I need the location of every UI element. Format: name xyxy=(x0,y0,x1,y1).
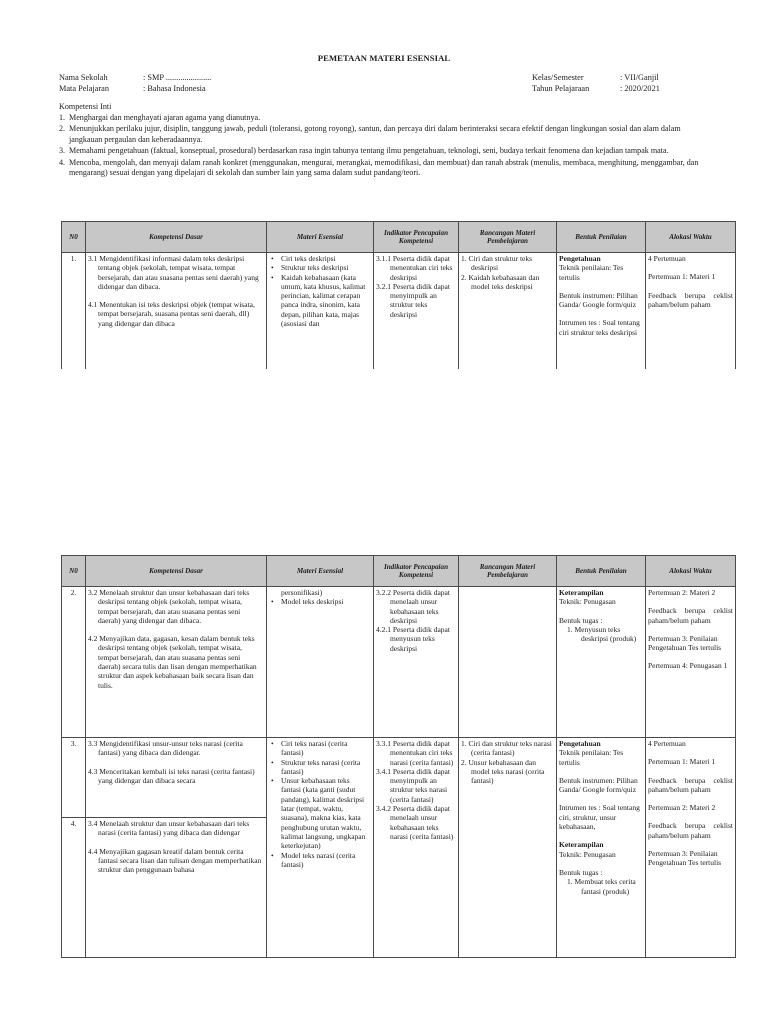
alokasi-feedback: Feedback berupa ceklist paham/belum paham xyxy=(648,606,733,625)
kd-item: 3.3 Mengidentifikasi unsur-unsur teks narasi (cerita fantasi) yang dibaca dan didengar. xyxy=(88,739,243,758)
ipk-item: 3.4.2 Peserta didik dapat menelaah unsur kebahasaan teks narasi (cerita fantasi) xyxy=(376,804,454,841)
table-row xyxy=(62,253,736,369)
header-penilaian: Bentuk Penilaian xyxy=(557,556,646,587)
kd-item: 4.4 Menyajikan gagasan kreatif dalam bentuk cerita fantasi secara lisan dan tulisan dengan memperhatikan struktur dan penggunaan bahasa xyxy=(88,846,262,875)
penilaian-item: 1. Menyusun teks deskripsi (produk) xyxy=(567,624,637,644)
table-header-row xyxy=(62,222,736,253)
alokasi-head: 4 Pertemuan xyxy=(648,254,686,263)
kd-cell xyxy=(86,738,267,818)
penilaian-head: Keterampilan xyxy=(559,588,604,597)
materi-cell xyxy=(267,587,374,738)
ipk-item: 3.2.1 Peserta didik dapat menyimpulk an struktur teks deskripsi xyxy=(376,281,450,319)
header-rancangan: Rancangan Materi Pembelajaran xyxy=(459,556,557,587)
penilaian-head: Keterampilan xyxy=(559,840,604,850)
meta-label: Mata Pelajaran xyxy=(59,84,109,93)
meta-value: : Bahasa Indonesia xyxy=(143,84,206,93)
alokasi-head: 4 Pertemuan xyxy=(648,739,686,748)
penilaian-bentuk: Bentuk instrumen: Pilihan Ganda/ Google form/quiz xyxy=(559,290,638,310)
kd-cell xyxy=(86,818,267,958)
ki-text: Menghargai dan menghayati ajaran agama yang dianutnya. xyxy=(69,112,261,122)
alokasi-cell xyxy=(646,738,736,958)
row-number: 4. xyxy=(62,818,86,958)
ki-number: 4. xyxy=(59,157,66,167)
ki-item xyxy=(59,146,709,157)
ki-number: 2. xyxy=(59,124,66,133)
rancangan-item: 1. Ciri dan struktur teks deskripsi xyxy=(461,254,533,273)
meta-row-year xyxy=(532,83,660,94)
penilaian-item: 1. Membuat teks cerita fantasi (produk) xyxy=(567,877,636,896)
rancangan-item: 1. Ciri dan struktur teks narasi (cerita fantasi) xyxy=(461,739,552,758)
meta-left xyxy=(59,72,211,94)
ki-heading: Kompetensi Inti xyxy=(59,102,112,111)
alokasi-pertemuan: Pertemuan 1: Materi 1 xyxy=(648,272,716,282)
row-number: 1. xyxy=(62,253,86,369)
penilaian-teknik: Teknik penilaian: Tes tertulis xyxy=(559,748,624,767)
penilaian-cell xyxy=(557,587,646,738)
ki-item xyxy=(59,113,709,124)
rancangan-cell xyxy=(459,587,557,738)
kd-cell xyxy=(86,587,267,738)
header-rancangan: Rancangan Materi Pembelajaran xyxy=(459,222,557,253)
alokasi-cell xyxy=(646,253,736,369)
ipk-item: 3.3.1 Peserta didik dapat menentukan ciri teks narasi (cerita fantasi) xyxy=(376,739,454,767)
penilaian-teknik: Teknik: Penugasan xyxy=(559,597,616,607)
alokasi-cell xyxy=(646,587,736,738)
alokasi-feedback: Feedback berupa ceklist paham/belum paham xyxy=(648,821,733,840)
kd-cell xyxy=(86,253,267,369)
header-kd: Kompetensi Dasar xyxy=(86,222,267,253)
penilaian-teknik: Teknik penilaian: Tes tertulis xyxy=(559,263,624,282)
meta-label: Tahun Pelajaraan xyxy=(532,84,590,93)
table-header-row xyxy=(62,556,736,587)
ipk-cell xyxy=(374,738,459,958)
ipk-item: 3.4.1 Peserta didik dapat menyimpulk an struktur teks narasi (cerita fantasi) xyxy=(376,766,450,804)
materi-cell xyxy=(267,253,374,369)
penilaian-teknik: Teknik: Penugasan xyxy=(559,849,616,859)
materi-item: • Model teks deskripsi xyxy=(269,597,371,606)
kd-item: 4.1 Menentukan isi teks deskripsi objek (tempat wisata, tempat bersejarah, suasana pentas seni daerah, dll) yang didengar dan dibaca xyxy=(88,300,255,328)
ki-text: Mencoba, mengolah, dan menyaji dalam ranah konkret (menggunakan, mengurai, merangkai, memodifikasi, dan membuat) dan ranah abstrak (menulis, membaca, menghitung, menggambar, dan mengarang) sesuai dengan yang dipelajari di sekolah dan sumber lain yang sama dalam sudut pandang/teori. xyxy=(69,157,699,177)
alokasi-pertemuan: Pertemuan 4: Penugasan 1 xyxy=(648,661,728,671)
rancangan-cell xyxy=(459,738,557,958)
ki-text: Memahami pengetahuan (faktual, konseptual, prosedural) berdasarkan rasa ingin tahunya tentang ilmu pengetahuan, teknologi, seni, budaya terkait fenomena dan kejadian tampak mata. xyxy=(69,146,669,155)
materi-item: • Ciri teks narasi (cerita fantasi) xyxy=(269,739,371,758)
ki-number: 3. xyxy=(59,146,66,155)
penilaian-head: Pengetahuan xyxy=(559,254,601,263)
rancangan-cell xyxy=(459,253,557,369)
meta-row-subject xyxy=(59,83,211,94)
materi-item: • Struktur teks narasi (cerita fantasi) xyxy=(269,758,371,777)
alokasi-pertemuan: Pertemuan 2: Materi 2 xyxy=(648,803,716,813)
meta-value: : 2020/2021 xyxy=(620,84,660,93)
page-title: PEMETAAN MATERI ESENSIAL xyxy=(317,53,451,63)
meta-row-school xyxy=(59,72,211,83)
header-no: N0 xyxy=(62,556,86,587)
penilaian-instrumen: Intrumen tes : Soal tentang ciri struktur teks deskripsi xyxy=(559,318,640,337)
header-materi: Materi Esensial xyxy=(267,222,374,253)
materi-item: • Kaidah kebahasaan (kata umum, kata khusus, kalimat perincian, kalimat cerapan panca indra, sinonim, kata depan, pilihan kata, majas (asosiasi dan xyxy=(269,273,371,329)
materi-item: • Struktur teks deskripsi xyxy=(269,263,371,272)
ipk-item: 3.2.2 Peserta didik dapat menelaah unsur kebahasaan teks deskripsi xyxy=(376,588,450,625)
row-number: 2. xyxy=(62,587,86,738)
meta-label: Nama Sekolah xyxy=(59,73,108,82)
header-alokasi: Alokasi Waktu xyxy=(646,556,736,587)
ki-item xyxy=(59,124,709,145)
ipk-cell xyxy=(374,587,459,738)
penilaian-bentuk: Bentuk instrumen: Pilihan Ganda/ Google form/quiz xyxy=(559,775,638,795)
meta-label: Kelas/Semester xyxy=(532,73,584,82)
table-row xyxy=(62,738,736,818)
header-materi: Materi Esensial xyxy=(267,556,374,587)
materi-continued: personifikasi) xyxy=(281,588,323,597)
alokasi-pertemuan: Pertemuan 3: Penilaian Pengetahuan Tes tertulis xyxy=(648,849,722,868)
penilaian-head: Pengetahuan xyxy=(559,739,601,748)
meta-row-class xyxy=(532,72,660,83)
kd-item: 3.2 Menelaah struktur dan unsur kebahasaan dari teks deskripsi tentang objek (sekolah, tempat wisata, tempat bersejarah, dan atau suasana pentas seni daerah) yang didengar dan dibaca. xyxy=(88,588,250,625)
mapping-table-page1 xyxy=(61,221,736,369)
header-no: N0 xyxy=(62,222,86,253)
kd-item: 4.3 Menceritakan kembali isi teks narasi (cerita fantasi) yang didengar dan dibaca secara xyxy=(88,766,255,785)
row-number: 3. xyxy=(62,738,86,818)
penilaian-bentuk: Bentuk tugas : xyxy=(559,867,603,877)
kd-item: 3.4 Menelaah struktur dan unsur kebahasaan dari teks narasi (cerita fantasi) yang dibaca dan didengar xyxy=(88,819,250,838)
ipk-item: 4.2.1 Peserta didik dapat menyusun teks deskripsi xyxy=(376,625,450,653)
penilaian-cell xyxy=(557,253,646,369)
kd-item: 4.2 Menyajikan data, gagasan, kesan dalam bentuk teks deskripsi tentang objek (sekolah, tempat wisata, tempat bersejarah, dan atau suasana pentas seni daerah) secara tulis dan lisan dengan memperhatikan struktur dan aspek kebahasaan baik secara lisan dan tulis. xyxy=(88,634,257,690)
header-ipk: Indikator Pencapaian Kompetensi xyxy=(374,222,459,253)
penilaian-instrumen: Intrumen tes : Soal tentang ciri, struktur, unsur kebahasaan, xyxy=(559,803,640,832)
alokasi-feedback: Feedback berupa ceklist paham/belum paham xyxy=(648,775,733,794)
ipk-item: 3.1.1 Peserta didik dapat menentukan ciri teks deskripsi xyxy=(376,254,453,282)
meta-value: : VII/Ganjil xyxy=(620,73,659,82)
header-alokasi: Alokasi Waktu xyxy=(646,222,736,253)
alokasi-pertemuan: Pertemuan 1: Materi 1 xyxy=(648,757,716,767)
alokasi-pertemuan: Pertemuan 2: Materi 2 xyxy=(648,588,716,597)
rancangan-item: 2. Kaidah kebahasaan dan model teks deskripsi xyxy=(461,272,540,291)
ki-text: Menunjukkan perilaku jujur, disiplin, tanggung jawab, peduli (toleransi, gotong royong), santun, dan percaya diri dalam berinteraksi secara efektif dengan lingkungan sosial dan alam dalam jangkauan pergaulan dan keberadaannya. xyxy=(69,124,681,144)
penilaian-cell xyxy=(557,738,646,958)
ki-number: 1. xyxy=(59,112,66,122)
ki-item xyxy=(59,158,709,179)
meta-right xyxy=(532,72,660,94)
alokasi-pertemuan: Pertemuan 3: Penilaian Pengetahuan Tes tertulis xyxy=(648,633,722,653)
materi-item: • Model teks narasi (cerita fantasi) xyxy=(269,851,371,870)
kompetensi-inti xyxy=(59,102,709,180)
header-penilaian: Bentuk Penilaian xyxy=(557,222,646,253)
header-ipk: Indikator Pencapaian Kompetensi xyxy=(374,556,459,587)
materi-item: • Ciri teks deskripsi xyxy=(269,254,371,263)
header-kd: Kompetensi Dasar xyxy=(86,556,267,587)
alokasi-feedback: Feedback berupa ceklist paham/belum paham xyxy=(648,290,733,309)
table-row xyxy=(62,587,736,738)
materi-item: • Unsur kebahasaan teks fantasi (kata ganti (sudut pandang), kalimat deskripsi latar (tempat, waktu, suasana), makna kias, kata penghubung urutan waktu, kalimat langsung, ungkapan keterkejutan) xyxy=(269,776,371,850)
rancangan-item: 2. Unsur kebahasaan dan model teks narasi (cerita fantasi) xyxy=(461,757,545,786)
materi-cell xyxy=(267,738,374,958)
ipk-cell xyxy=(374,253,459,369)
penilaian-bentuk: Bentuk tugas : xyxy=(559,615,603,625)
ki-list xyxy=(59,113,709,179)
meta-value: : SMP ...................... xyxy=(143,73,212,82)
kd-item: 3.1 Mengidentifikasi informasi dalam teks deskripsi tentang objek (sekolah, tempat wisata, tempat bersejarah, dan atau suasana pentas seni daerah) yang didengar dan dibaca. xyxy=(88,254,259,291)
mapping-table-page2 xyxy=(61,555,736,958)
